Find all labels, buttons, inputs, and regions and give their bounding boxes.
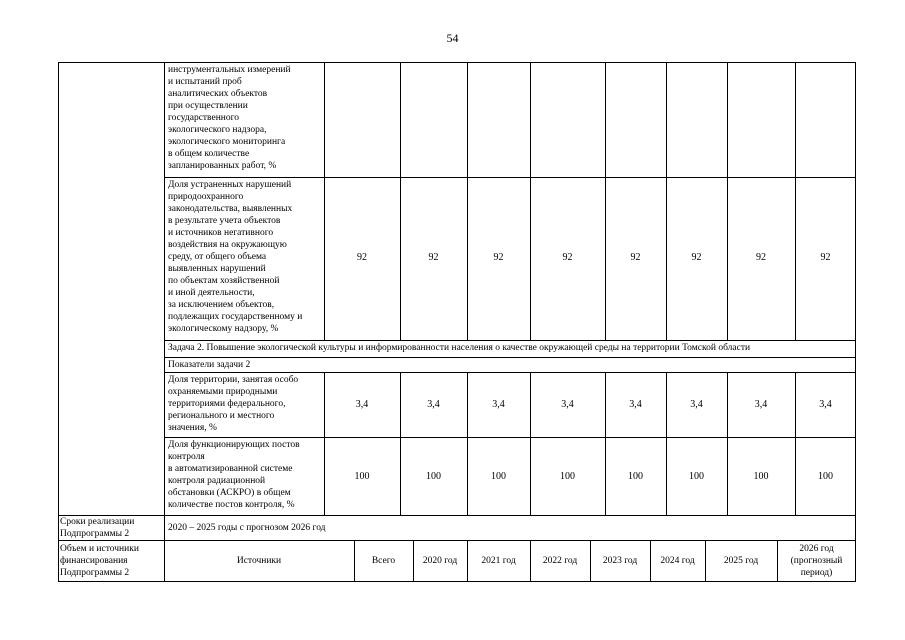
indicator-label-violations: Доля устраненных нарушений природоохранного законодательства, выявленных в результате учета объектов и источников негативного воздействия на окружающую среду, от общего объема выявленных нарушений по объектам хозяйственной и иной деятельности, за исключением объектов, подлежащих государственному и экологическому надзору, % [168,180,303,334]
financing-header-year: 2022 год [542,556,578,566]
page-number: 54 [446,31,459,45]
indicator-value: 92 [428,252,439,263]
indicator-value: 92 [493,252,504,263]
column-divider [795,372,796,515]
row-divider [164,372,856,373]
column-divider [727,62,728,340]
column-divider [605,372,606,515]
row-divider [164,437,856,438]
indicator-value: 3,4 [561,399,574,410]
row-divider [164,357,856,358]
terms-value: 2020 – 2025 годы с прогнозом 2026 год [168,523,326,533]
column-divider [666,62,667,340]
financing-header-forecast: 2026 год (прогнозный период) [790,544,843,578]
row-divider [164,177,856,178]
task-indicators-label: Показатели задачи 2 [168,360,251,370]
column-divider [605,62,606,340]
column-divider [324,62,325,340]
financing-header-sources: Источники [236,556,282,566]
indicator-value: 100 [491,471,506,482]
financing-header-year: 2021 год [481,556,516,566]
indicator-value: 92 [691,252,702,263]
column-divider [400,372,401,515]
indicator-value: 100 [560,471,575,482]
indicator-value: 100 [628,471,643,482]
terms-label: Сроки реализации Подпрограммы 2 [60,517,135,539]
indicator-value: 92 [562,252,573,263]
indicator-value: 92 [756,252,766,263]
financing-header-year: 2023 год [602,556,638,566]
indicator-value: 3,4 [754,399,768,410]
column-divider [530,62,531,340]
task-title: Задача 2. Повышение экологической культуры и информированности населения о качестве окружающей среды на территории Томской области [168,343,751,353]
indicator-label-posts: Доля функционирующих постов контроля в автоматизированной системе контроля радиационной обстановки (АСКРО) в общем количестве постов контроля, % [168,440,300,510]
column-divider [324,372,325,515]
column-divider [400,62,401,340]
column-divider [467,62,468,340]
indicator-value: 3,4 [629,399,642,410]
financing-header-year: 2025 год [723,556,759,566]
financing-label: Объем и источники финансирования Подпрограммы 2 [60,544,139,578]
indicator-value: 92 [357,252,367,263]
row-divider [164,340,856,341]
indicator-value: 100 [354,471,370,482]
indicator-value: 3,4 [819,399,832,410]
indicator-value: 3,4 [690,399,703,410]
column-divider [795,62,796,340]
column-divider [467,372,468,515]
row-divider [58,540,856,541]
column-divider [727,372,728,515]
indicator-value: 100 [689,471,704,482]
financing-header-year: 2020 год [422,556,458,566]
indicator-value: 100 [753,471,769,482]
column-divider [666,372,667,515]
indicator-value: 92 [630,252,641,263]
indicator-value: 100 [426,471,441,482]
indicator-value: 92 [820,252,831,263]
indicator-label-continued: инструментальных измерений и испытаний проб аналитических объектов при осуществлении государственного экологического надзора, экологического мониторинга в общем количестве запланированных работ, % [168,65,291,171]
column-divider [164,62,165,582]
column-divider [530,372,531,515]
indicator-value: 3,4 [355,399,369,410]
row-divider [58,515,856,516]
financing-header-total: Всего [371,556,396,566]
indicator-value: 100 [818,471,833,482]
financing-header-year: 2024 год [660,556,695,566]
indicator-value: 3,4 [427,399,440,410]
indicator-value: 3,4 [492,399,505,410]
indicator-label-protected: Доля территории, занятая особо охраняемыми природными территориями федерального, регионального и местного значения, % [168,375,299,433]
